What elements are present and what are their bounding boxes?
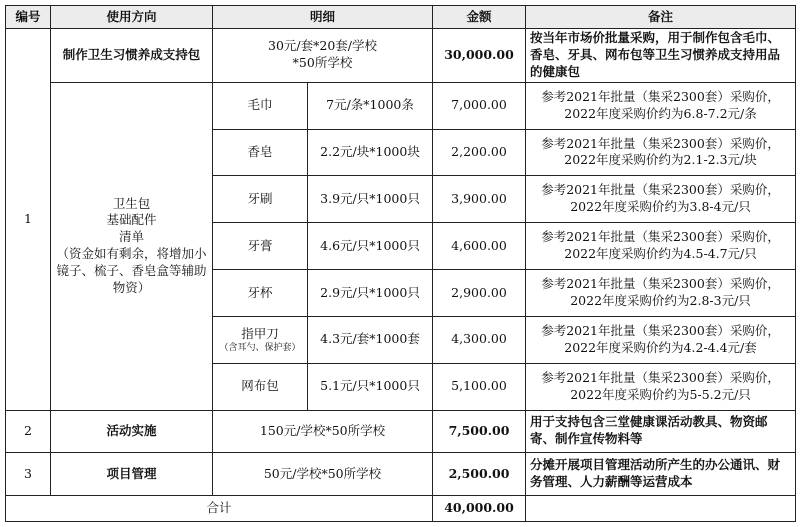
table-row-activity: [6, 410, 796, 453]
item-remark-line2: 2022年度采购价约为5-5.2元/只: [570, 386, 751, 402]
row3-no: 3: [6, 453, 51, 496]
item-remark-line2: 2022年度采购价约为2.1-2.3元/块: [564, 152, 757, 168]
item-spec: 3.9元/只*1000只: [308, 176, 433, 223]
item-amount: 4,300.00: [433, 316, 526, 363]
header-direction: 使用方向: [51, 6, 213, 29]
header-amount: 金额: [433, 6, 526, 29]
package-remark: 按当年市场价批量采购，用于制作包含毛巾、香皂、牙具、网布包等卫生习惯养成支持用品的健康包: [526, 29, 796, 83]
total-label: 合计: [6, 495, 433, 521]
item-amount: 2,900.00: [433, 270, 526, 317]
row3-direction: 项目管理: [51, 453, 213, 496]
item-remark: [526, 316, 796, 363]
table-row: [6, 82, 796, 129]
header-detail: 明细: [213, 6, 433, 29]
kit-direction-line3: 清单: [118, 229, 144, 245]
item-spec: 7元/条*1000条: [308, 82, 433, 129]
item-amount: 5,100.00: [433, 363, 526, 410]
row2-no: 2: [6, 410, 51, 453]
header-remark: 备注: [526, 6, 796, 29]
item-remark: [526, 129, 796, 176]
item-name: 牙膏: [213, 223, 308, 270]
item-name: 香皂: [213, 129, 308, 176]
item-name: 牙杯: [213, 270, 308, 317]
table-row-management: [6, 453, 796, 496]
row3-detail: 50元/学校*50所学校: [213, 453, 433, 496]
item-remark: [526, 363, 796, 410]
kit-direction: [51, 82, 213, 410]
item-remark-line1: 参考2021年批量（集采2300套）采购价，: [541, 88, 780, 104]
package-detail-line1: 30元/套*20套/学校: [268, 38, 377, 54]
kit-direction-line4: （资金如有剩余，将增加小镜子、梳子、香皂盒等辅助物资）: [56, 246, 207, 295]
total-remark-empty: [526, 495, 796, 521]
row3-remark: 分摊开展项目管理活动所产生的办公通讯、财务管理、人力薪酬等运营成本: [526, 453, 796, 496]
item-remark-line2: 2022年度采购价约为4.2-4.4元/套: [564, 339, 757, 355]
item-remark: [526, 270, 796, 317]
package-amount: 30,000.00: [433, 29, 526, 83]
table-row-package: [6, 29, 796, 83]
row2-detail: 150元/学校*50所学校: [213, 410, 433, 453]
item-spec: 2.2元/块*1000块: [308, 129, 433, 176]
item-remark: [526, 223, 796, 270]
item-spec: 4.6元/只*1000只: [308, 223, 433, 270]
item-remark-line1: 参考2021年批量（集采2300套）采购价，: [541, 276, 780, 292]
item-amount: 4,600.00: [433, 223, 526, 270]
item-spec: 5.1元/只*1000只: [308, 363, 433, 410]
item-name: [213, 316, 308, 363]
package-detail: [213, 29, 433, 83]
item-remark-line1: 参考2021年批量（集采2300套）采购价，: [541, 322, 780, 338]
package-detail-line2: *50所学校: [292, 55, 353, 71]
item-amount: 3,900.00: [433, 176, 526, 223]
item-remark-line2: 2022年度采购价约为4.5-4.7元/只: [564, 246, 757, 262]
item-name: 牙刷: [213, 176, 308, 223]
table-row-total: [6, 495, 796, 521]
item-remark-line1: 参考2021年批量（集采2300套）采购价，: [541, 369, 780, 385]
item-spec: 2.9元/只*1000只: [308, 270, 433, 317]
item-remark: [526, 82, 796, 129]
item-name: 毛巾: [213, 82, 308, 129]
item-remark-line1: 参考2021年批量（集采2300套）采购价，: [541, 135, 780, 151]
item-amount: 2,200.00: [433, 129, 526, 176]
item-remark-line2: 2022年度采购价约为3.8-4元/只: [570, 199, 751, 215]
item-spec: 4.3元/套*1000套: [308, 316, 433, 363]
row3-amount: 2,500.00: [433, 453, 526, 496]
row2-amount: 7,500.00: [433, 410, 526, 453]
header-row: [6, 6, 796, 29]
item-name-main: 指甲刀: [241, 325, 279, 341]
item-remark-line1: 参考2021年批量（集采2300套）采购价，: [541, 229, 780, 245]
kit-direction-line2: 基础配件: [106, 212, 157, 228]
kit-direction-line1: 卫生包: [112, 195, 151, 211]
package-direction: 制作卫生习惯养成支持包: [51, 29, 213, 83]
item-remark-line2: 2022年度采购价约为2.8-3元/只: [570, 292, 751, 308]
item-amount: 7,000.00: [433, 82, 526, 129]
item-name: 网布包: [213, 363, 308, 410]
row1-no: 1: [6, 29, 51, 411]
header-no: 编号: [6, 6, 51, 29]
item-name-sub: （含耳勺、保护套）: [219, 342, 301, 353]
item-remark-line2: 2022年度采购价约为6.8-7.2元/条: [564, 105, 757, 121]
budget-table: [5, 5, 796, 522]
row2-remark: 用于支持包含三堂健康课活动教具、物资邮寄、制作宣传物料等: [526, 410, 796, 453]
total-amount: 40,000.00: [433, 495, 526, 521]
row2-direction: 活动实施: [51, 410, 213, 453]
item-remark: [526, 176, 796, 223]
item-remark-line1: 参考2021年批量（集采2300套）采购价，: [541, 182, 780, 198]
